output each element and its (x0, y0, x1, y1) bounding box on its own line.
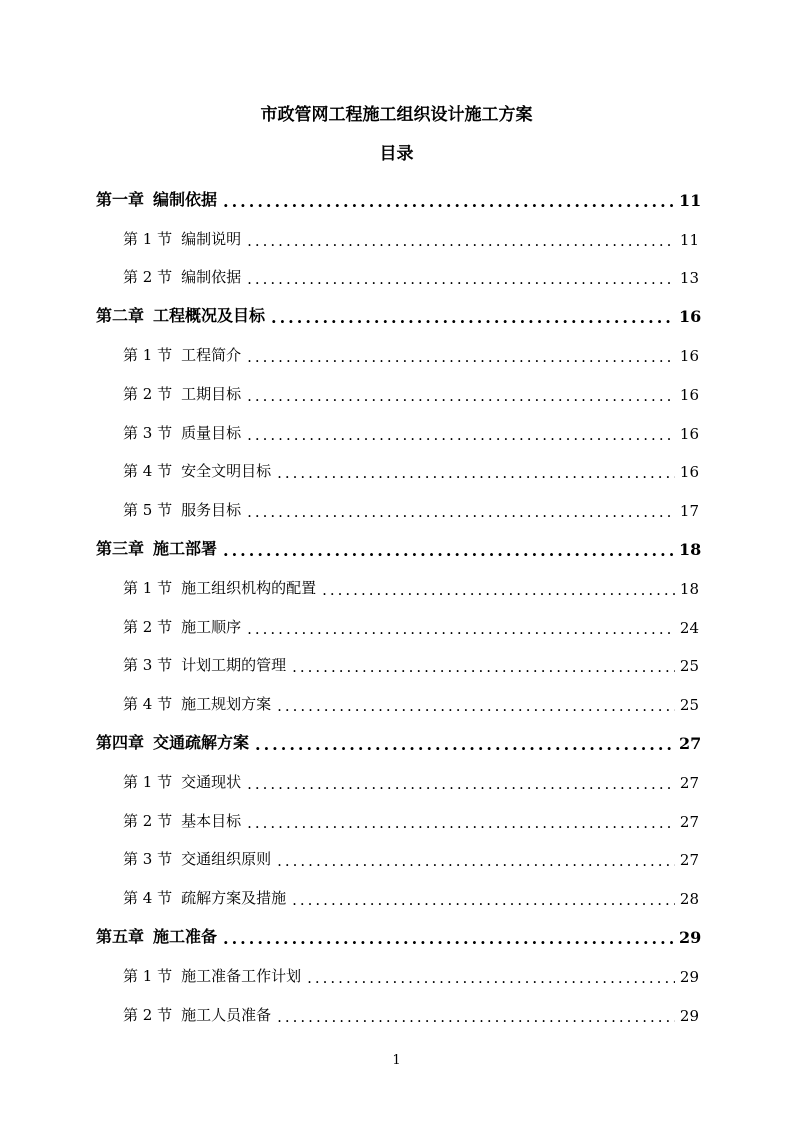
toc-entry-title: 施工准备 (153, 926, 218, 946)
toc-entry-number: 第 2 节 (123, 811, 173, 830)
toc-section-entry[interactable] (96, 681, 699, 720)
toc-section-entry[interactable] (96, 410, 699, 449)
toc-section-entry[interactable] (96, 216, 699, 255)
toc-entry-title: 编制依据 (153, 189, 218, 209)
toc-dot-leader (247, 350, 675, 365)
toc-entry-page: 29 (679, 1006, 699, 1025)
toc-dot-leader (223, 543, 675, 559)
toc-dot-leader (247, 505, 675, 520)
toc-section-entry[interactable] (96, 875, 699, 914)
toc-entry-number: 第一章 (96, 189, 145, 209)
toc-entry-title: 基本目标 (181, 811, 242, 830)
toc-entry-page: 18 (679, 579, 699, 598)
toc-chapter-entry[interactable] (96, 526, 702, 565)
toc-entry-page: 13 (679, 269, 699, 288)
toc-dot-leader (277, 699, 675, 714)
toc-dot-leader (247, 272, 675, 287)
toc-entry-title: 编制依据 (181, 268, 242, 287)
page-number: 1 (392, 1053, 401, 1068)
toc-entry-number: 第 2 节 (123, 617, 173, 636)
toc-section-entry[interactable] (96, 565, 699, 604)
toc-entry-page: 18 (679, 539, 702, 559)
toc-entry-page: 28 (679, 890, 699, 909)
toc-entry-number: 第五章 (96, 926, 145, 946)
toc-dot-leader (322, 583, 675, 598)
toc-section-entry[interactable] (96, 759, 699, 798)
toc-entry-title: 计划工期的管理 (181, 656, 287, 675)
toc-dot-leader (223, 931, 675, 947)
toc-chapter-entry[interactable] (96, 720, 702, 759)
toc-entry-title: 施工组织机构的配置 (181, 578, 317, 597)
toc-entry-number: 第 1 节 (123, 345, 173, 364)
toc-entry-page: 16 (679, 346, 699, 365)
toc-dot-leader (277, 1010, 675, 1025)
toc-entry-page: 16 (679, 307, 702, 327)
toc-dot-leader (277, 466, 675, 481)
toc-entry-title: 施工顺序 (181, 617, 242, 636)
toc-entry-title: 服务目标 (181, 501, 242, 520)
toc-dot-leader (277, 854, 675, 869)
toc-entry-title: 工程简介 (181, 345, 242, 364)
toc-entry-title: 施工部署 (153, 538, 218, 558)
toc-section-entry[interactable] (96, 604, 699, 643)
toc-entry-page: 27 (679, 773, 699, 792)
toc-entry-page: 11 (679, 230, 699, 249)
toc-entry-page: 17 (679, 502, 699, 521)
toc-entry-title: 疏解方案及措施 (181, 889, 287, 908)
toc-section-entry[interactable] (96, 837, 699, 876)
toc-dot-leader (247, 389, 675, 404)
toc-chapter-entry[interactable] (96, 177, 702, 216)
toc-dot-leader (223, 194, 675, 210)
toc-entry-number: 第 2 节 (123, 1005, 173, 1024)
toc-entry-number: 第 4 节 (123, 695, 173, 714)
toc-section-entry[interactable] (96, 992, 699, 1031)
toc-entry-title: 工期目标 (181, 384, 242, 403)
toc-dot-leader (255, 737, 675, 753)
toc-entry-page: 25 (679, 657, 699, 676)
toc-section-entry[interactable] (96, 643, 699, 682)
toc-section-entry[interactable] (96, 798, 699, 837)
toc-entry-page: 29 (679, 967, 699, 986)
toc-section-entry[interactable] (96, 255, 699, 294)
toc-section-entry[interactable] (96, 953, 699, 992)
toc-entry-number: 第二章 (96, 306, 145, 326)
toc-dot-leader (247, 777, 675, 792)
toc-dot-leader (271, 310, 675, 326)
toc-dot-leader (247, 816, 675, 831)
toc-section-entry[interactable] (96, 371, 699, 410)
toc-entry-page: 16 (679, 424, 699, 443)
toc-entry-title: 施工准备工作计划 (181, 966, 302, 985)
toc-entry-number: 第 3 节 (123, 850, 173, 869)
toc-entry-page: 27 (679, 851, 699, 870)
toc-entry-page: 29 (679, 927, 702, 947)
toc-entry-number: 第四章 (96, 732, 145, 752)
toc-entry-number: 第 3 节 (123, 423, 173, 442)
toc-section-entry[interactable] (96, 449, 699, 488)
toc-entry-number: 第 4 节 (123, 462, 173, 481)
toc-heading: 目录 (379, 144, 414, 164)
toc-entry-page: 25 (679, 696, 699, 715)
toc-section-entry[interactable] (96, 487, 699, 526)
toc-dot-leader (247, 428, 675, 443)
toc-entry-number: 第三章 (96, 538, 145, 558)
toc-entry-page: 16 (679, 385, 699, 404)
toc-dot-leader (292, 893, 675, 908)
toc-dot-leader (292, 660, 675, 675)
toc-entry-number: 第 3 节 (123, 656, 173, 675)
toc-dot-leader (307, 971, 675, 986)
toc-entry-page: 11 (679, 190, 702, 210)
toc-entry-number: 第 2 节 (123, 268, 173, 287)
toc-entry-title: 交通现状 (181, 772, 242, 791)
toc-section-entry[interactable] (96, 332, 699, 371)
toc-dot-leader (247, 622, 675, 637)
document-title: 市政管网工程施工组织设计施工方案 (260, 105, 533, 125)
toc-entry-number: 第 2 节 (123, 384, 173, 403)
toc-entry-number: 第 4 节 (123, 889, 173, 908)
toc-chapter-entry[interactable] (96, 293, 702, 332)
toc-entry-page: 24 (679, 618, 699, 637)
toc-entry-title: 安全文明目标 (181, 462, 272, 481)
toc-entry-title: 交通组织原则 (181, 850, 272, 869)
toc-entry-title: 编制说明 (181, 229, 242, 248)
toc-entry-number: 第 5 节 (123, 501, 173, 520)
toc-entry-title: 质量目标 (181, 423, 242, 442)
toc-entry-number: 第 1 节 (123, 772, 173, 791)
toc-entry-title: 交通疏解方案 (153, 732, 250, 752)
toc-entry-page: 16 (679, 463, 699, 482)
toc-entry-page: 27 (679, 733, 702, 753)
table-of-contents (96, 177, 702, 1031)
toc-entry-number: 第 1 节 (123, 578, 173, 597)
toc-entry-number: 第 1 节 (123, 966, 173, 985)
toc-dot-leader (247, 234, 675, 249)
toc-entry-title: 工程概况及目标 (153, 306, 266, 326)
toc-entry-title: 施工人员准备 (181, 1005, 272, 1024)
toc-entry-page: 27 (679, 812, 699, 831)
toc-chapter-entry[interactable] (96, 914, 702, 953)
toc-entry-title: 施工规划方案 (181, 695, 272, 714)
toc-entry-number: 第 1 节 (123, 229, 173, 248)
